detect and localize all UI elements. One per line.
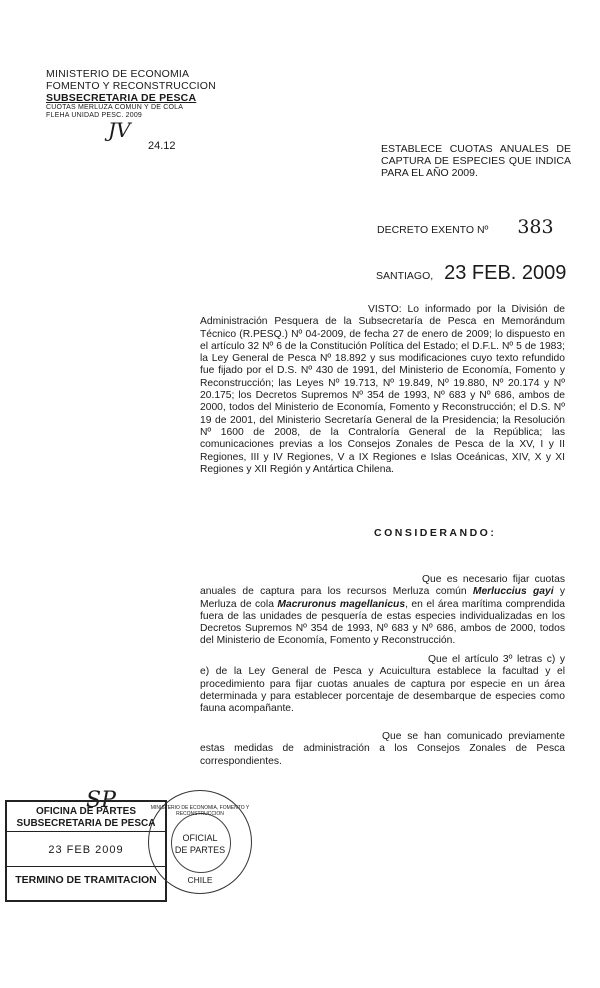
- office-stamp: [5, 800, 167, 902]
- decree-title: ESTABLECE CUOTAS ANUALES DE CAPTURA DE ESPECIES QUE INDICA PARA EL AÑO 2009.: [381, 143, 571, 179]
- stamp-line-1: OFICINA DE PARTES: [35, 806, 136, 817]
- species-macruronus: Macruronus magellanicus: [277, 598, 406, 610]
- handwritten-initials: JV: [108, 118, 131, 142]
- seal-top-text: MINISTERIO DE ECONOMIA, FOMENTO Y RECONSTRUCCION: [150, 805, 250, 817]
- considerando-heading: CONSIDERANDO:: [374, 527, 497, 539]
- stamp-divider: [7, 866, 165, 867]
- p1-text-a: Que es necesario fijar cuotas anuales de captura para los recursos Merluza común: [200, 574, 565, 598]
- decree-label: DECRETO EXENTO Nº: [377, 224, 489, 236]
- decree-number-line: [377, 216, 554, 238]
- stamp-line-3: TERMINO DE TRAMITACION: [15, 874, 157, 886]
- stamp-line-2: SUBSECRETARIA DE PESCA: [16, 818, 156, 829]
- date-place: SANTIAGO,: [376, 270, 434, 282]
- date-line: [376, 262, 566, 285]
- ministry-header: [46, 68, 216, 120]
- handwritten-initials-sp: SP: [86, 788, 116, 813]
- seal-center-1: OFICIAL: [182, 833, 218, 843]
- date-value: 23 FEB. 2009: [444, 262, 567, 284]
- seal-center-2: DE PARTES: [174, 845, 226, 855]
- ministry-line-3: SUBSECRETARIA DE PESCA: [46, 92, 197, 104]
- official-seal: [148, 790, 252, 894]
- considerando-paragraph-1: [200, 574, 565, 648]
- visto-paragraph: VISTO: Lo informado por la División de Administración Pesquera de la Subsecretaría de Pesca en Memorándum Técnico (R.PESQ.) Nº 04-2009, de fecha 27 de enero de 2009; lo dispuesto en el artículo 32 Nº 6 de la Constitución Política del Estado; el D.F.L. Nº 5 de 1983; la Ley General de Pesca Nº 18.892 y sus modificaciones cuyo texto refundido fue fijado por el D.S. Nº 430 de 1991, del Ministerio de Economía, Fomento y Reconstrucción; las Leyes Nº 19.713, Nº 19.849, Nº 19.880, Nº 20.174 y Nº 20.175; los Decretos Supremos Nº 354 de 1993, Nº 683 y Nº 686, ambos de 2000, todos del Ministerio de Economía, Fomento y Reconstrucción; el D.S. Nº 19 de 2001, del Ministerio Secretaría General de la Presidencia; la Resolución Nº 1600 de 2008, de la Contraloría General de la República; las comunicaciones previas a los Consejos Zonales de Pesca de la XV, I y II Regiones, III y IV Regiones, V a IX Regiones e Islas Oceánicas, XIV, X y XI Regiones y XII Región y Antártica Chilena.: [200, 304, 565, 475]
- considerando-paragraph-2: Que el artículo 3º letras c) y e) de la Ley General de Pesca y Acuicultura establece la facultad y el procedimiento para fijar cuotas anuales de captura por especie en un área determinada y para establecer porcentaje de desembarque de especies como fauna acompañante.: [200, 654, 565, 715]
- ministry-line-1: MINISTERIO DE ECONOMIA: [46, 68, 190, 80]
- stamp-divider: [7, 831, 165, 832]
- ministry-line-4: CUOTAS MERLUZA COMUN Y DE COLA: [46, 104, 184, 111]
- ministry-line-2: FOMENTO Y RECONSTRUCCION: [46, 80, 216, 92]
- handwritten-date: 24.12: [148, 140, 176, 152]
- p1-text-e: , en el área marítima comprendida fuera de las unidades de pesquería de estas especies individualizadas en los Decretos Supremos Nº 354 de 1993, Nº 683 y Nº 686, ambos de 2000, todos del Ministerio de Economía, Fomento y Reconstrucción.: [200, 598, 565, 647]
- decree-number: 383: [517, 216, 554, 238]
- ministry-line-5: FLEHA UNIDAD PESC. 2009: [46, 112, 143, 119]
- seal-inner-ring: [171, 813, 231, 873]
- considerando-paragraph-3: Que se han comunicado previamente estas medidas de administración a los Consejos Zonales de Pesca correspondientes.: [200, 731, 565, 767]
- species-merluccius: Merluccius gayi: [472, 586, 554, 598]
- p1-text-c: y Merluza de cola: [200, 586, 565, 610]
- stamp-date: 23 FEB 2009: [48, 844, 124, 856]
- seal-bottom-text: CHILE: [187, 875, 213, 885]
